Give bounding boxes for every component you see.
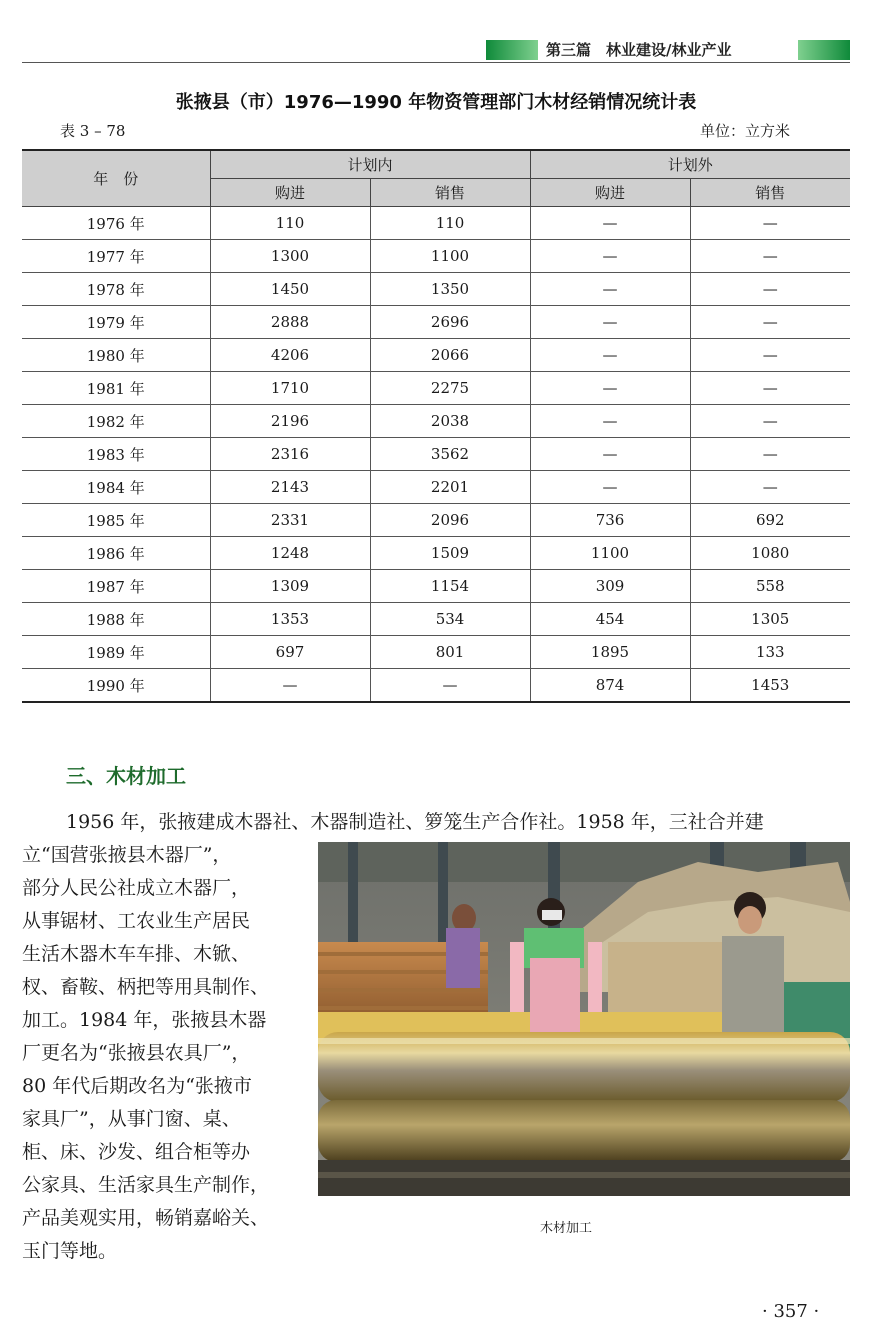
table-cell-year: 1980 年: [22, 339, 210, 372]
timber-processing-photo: [318, 842, 850, 1196]
table-cell: 1300: [210, 240, 370, 273]
table-cell-year: 1981 年: [22, 372, 210, 405]
table-cell: —: [530, 405, 690, 438]
table-cell: —: [530, 339, 690, 372]
table-cell: —: [210, 669, 370, 703]
table-cell: —: [530, 273, 690, 306]
paragraph-line: 立“国营张掖县木器厂”，: [22, 844, 232, 866]
table-cell: —: [690, 339, 850, 372]
table-cell: —: [690, 306, 850, 339]
table-cell-year: 1985 年: [22, 504, 210, 537]
table-cell: 801: [370, 636, 530, 669]
table-cell: 558: [690, 570, 850, 603]
table-cell: 1453: [690, 669, 850, 703]
table-cell: 2201: [370, 471, 530, 504]
table-cell: 2196: [210, 405, 370, 438]
paragraph-line: 80 年代后期改名为“张掖市: [22, 1075, 252, 1097]
header-planned-purchase: 购进: [210, 179, 370, 207]
table-cell: 2066: [370, 339, 530, 372]
table-body: [22, 207, 850, 703]
table-row: [22, 339, 850, 372]
paragraph-line: 玉门等地。: [22, 1240, 118, 1262]
paragraph-line: 杈、畜鞍、柄把等用具制作、: [22, 976, 270, 998]
header-unplanned-sale: 销售: [690, 179, 850, 207]
table-cell: 2038: [370, 405, 530, 438]
header-rule: [22, 62, 850, 63]
table-cell: —: [690, 405, 850, 438]
table-row: [22, 240, 850, 273]
table-unit: 单位：立方米: [700, 122, 791, 140]
table-cell: 4206: [210, 339, 370, 372]
green-gradient-bar-left: [486, 40, 538, 60]
table-cell: —: [530, 372, 690, 405]
paragraph-body: [22, 839, 312, 1268]
table-row: [22, 537, 850, 570]
header-year: 年 份: [22, 150, 210, 207]
table-cell: 697: [210, 636, 370, 669]
table-cell: 1100: [370, 240, 530, 273]
table-cell: 534: [370, 603, 530, 636]
table-cell-year: 1977 年: [22, 240, 210, 273]
table-cell-year: 1984 年: [22, 471, 210, 504]
table-cell: 2143: [210, 471, 370, 504]
table-row: [22, 438, 850, 471]
table-cell-year: 1986 年: [22, 537, 210, 570]
table-row: [22, 603, 850, 636]
table-cell-year: 1976 年: [22, 207, 210, 240]
table-cell-year: 1979 年: [22, 306, 210, 339]
table-cell: —: [530, 207, 690, 240]
paragraph-line: 产品美观实用，畅销嘉峪关、: [22, 1207, 270, 1229]
header-unplanned: 计划外: [530, 150, 850, 179]
table-row: [22, 372, 850, 405]
table-cell: 133: [690, 636, 850, 669]
photo-caption: 木材加工: [540, 1221, 593, 1236]
table-cell: 874: [530, 669, 690, 703]
paragraph-line: 厂更名为“张掖县农具厂”，: [22, 1042, 251, 1064]
table-row: [22, 273, 850, 306]
table-cell: —: [530, 240, 690, 273]
table-cell-year: 1988 年: [22, 603, 210, 636]
table-cell: —: [690, 273, 850, 306]
table-cell: —: [530, 471, 690, 504]
table-cell: 1305: [690, 603, 850, 636]
table-cell-year: 1983 年: [22, 438, 210, 471]
section-heading: 三、木材加工: [66, 764, 186, 788]
paragraph-line: 加工。1984 年，张掖县木器: [22, 1009, 267, 1031]
table-cell-year: 1982 年: [22, 405, 210, 438]
table-cell: 2696: [370, 306, 530, 339]
table-cell: 2096: [370, 504, 530, 537]
table-number: 表 3 – 78: [60, 122, 126, 140]
table-cell: 2275: [370, 372, 530, 405]
paragraph-line: 部分人民公社成立木器厂，: [22, 877, 251, 899]
table-cell-year: 1987 年: [22, 570, 210, 603]
table-cell-year: 1990 年: [22, 669, 210, 703]
table-cell: 736: [530, 504, 690, 537]
running-head: 第三篇 林业建设/林业产业: [546, 41, 732, 59]
green-gradient-bar-right: [798, 40, 850, 60]
header-planned-sale: 销售: [370, 179, 530, 207]
page-number: · 357 ·: [762, 1301, 820, 1322]
table-cell: 1895: [530, 636, 690, 669]
table-cell: —: [530, 438, 690, 471]
table-row: [22, 570, 850, 603]
table-cell: 1450: [210, 273, 370, 306]
factory-photo-illustration: [318, 842, 850, 1196]
paragraph-first-line: 1956 年，张掖建成木器社、木器制造社、箩笼生产合作社。1958 年，三社合并建: [66, 811, 764, 833]
table-cell-year: 1978 年: [22, 273, 210, 306]
paragraph-line: 生活木器木车车排、木锨、: [22, 943, 251, 965]
timber-sales-table: [22, 149, 850, 703]
table-cell: 1353: [210, 603, 370, 636]
table-cell: —: [690, 438, 850, 471]
table-row: [22, 306, 850, 339]
table-cell: —: [690, 471, 850, 504]
header-unplanned-purchase: 购进: [530, 179, 690, 207]
table-cell: —: [690, 240, 850, 273]
table-cell: 1710: [210, 372, 370, 405]
table-row: [22, 405, 850, 438]
paragraph-line: 家具厂”，从事门窗、桌、: [22, 1108, 241, 1130]
table-cell: 110: [210, 207, 370, 240]
table-cell: 1309: [210, 570, 370, 603]
table-row: [22, 669, 850, 703]
table-row: [22, 504, 850, 537]
table-row: [22, 207, 850, 240]
table-cell: —: [690, 207, 850, 240]
paragraph-line: 从事锯材、工农业生产居民: [22, 910, 251, 932]
table-cell: 110: [370, 207, 530, 240]
table-cell: 1350: [370, 273, 530, 306]
table-cell: 454: [530, 603, 690, 636]
table-cell: 2331: [210, 504, 370, 537]
table-cell: 1509: [370, 537, 530, 570]
table-cell: —: [530, 306, 690, 339]
table-cell: 309: [530, 570, 690, 603]
table-row: [22, 471, 850, 504]
header-planned: 计划内: [210, 150, 530, 179]
paragraph-line: 柜、床、沙发、组合柜等办: [22, 1141, 251, 1163]
table-cell: 2316: [210, 438, 370, 471]
table-cell-year: 1989 年: [22, 636, 210, 669]
running-head-band: [486, 40, 850, 60]
table-cell: 1154: [370, 570, 530, 603]
table-cell: 3562: [370, 438, 530, 471]
paragraph-line: 公家具、生活家具生产制作，: [22, 1174, 270, 1196]
table-cell: 1100: [530, 537, 690, 570]
table-cell: —: [690, 372, 850, 405]
table-cell: 2888: [210, 306, 370, 339]
table-title: 张掖县（市）1976—1990 年物资管理部门木材经销情况统计表: [175, 92, 697, 113]
table-cell: 1080: [690, 537, 850, 570]
table-cell: 1248: [210, 537, 370, 570]
table-cell: —: [370, 669, 530, 703]
table-row: [22, 636, 850, 669]
table-cell: 692: [690, 504, 850, 537]
